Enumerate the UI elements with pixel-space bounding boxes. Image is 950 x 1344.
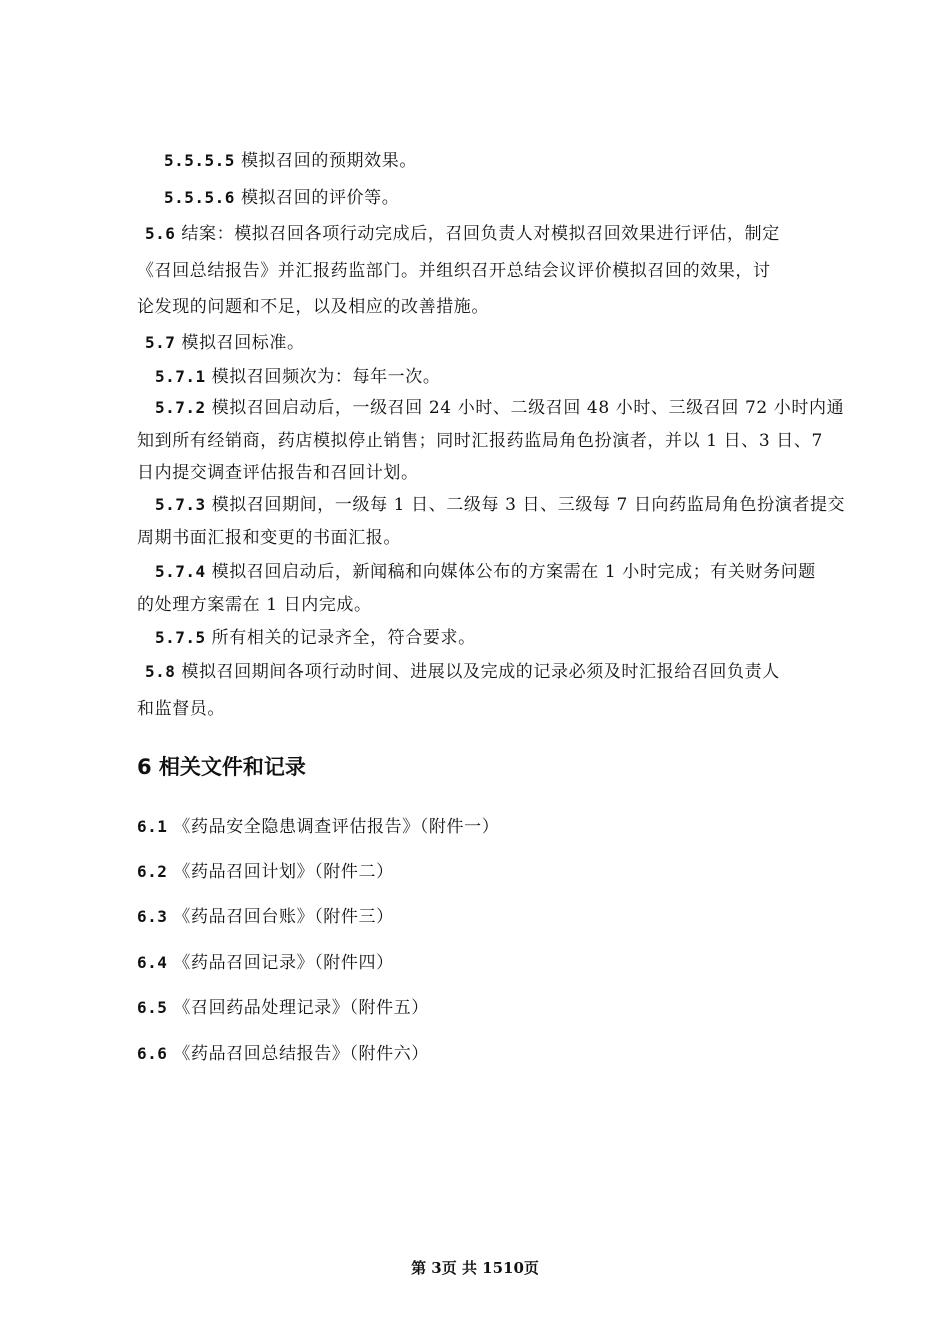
page-footer: 第 3页 共 1510页 <box>411 1259 539 1277</box>
item-5-7-5: 5.7.5 所有相关的记录齐全，符合要求。 <box>155 628 476 648</box>
item-5-7-4-line-1: 5.7.4 模拟召回启动后，新闻稿和向媒体公布的方案需在 1 小时完成；有关财务问题 <box>155 562 816 582</box>
item-5-7-2-line-2: 知到所有经销商，药店模拟停止销售；同时汇报药监局角色扮演者，并以 1 日、3 日、7 <box>137 431 823 451</box>
item-5-7-2-line-1: 5.7.2 模拟召回启动后，一级召回 24 小时、二级召回 48 小时、三级召回 72 小时内通 <box>155 398 845 418</box>
item-5-7-2-line-3: 日内提交调查评估报告和召回计划。 <box>137 463 419 483</box>
item-5-7-4-line-2: 的处理方案需在 1 日内完成。 <box>137 595 372 615</box>
item-5-6-line-2: 《召回总结报告》并汇报药监部门。并组织召开总结会议评价模拟召回的效果，讨 <box>137 261 771 281</box>
doc-6-5: 6.5 《召回药品处理记录》（附件五） <box>137 998 429 1018</box>
item-5-5-5-6: 5.5.5.6 模拟召回的评价等。 <box>164 188 400 208</box>
doc-6-6: 6.6 《药品召回总结报告》（附件六） <box>137 1044 429 1064</box>
section-6-heading: 6 相关文件和记录 <box>137 755 306 779</box>
item-5-7: 5.7 模拟召回标准。 <box>145 333 305 353</box>
item-5-7-1: 5.7.1 模拟召回频次为：每年一次。 <box>155 367 441 387</box>
doc-6-2: 6.2 《药品召回计划》（附件二） <box>137 862 394 882</box>
item-5-7-3-line-2: 周期书面汇报和变更的书面汇报。 <box>137 528 401 548</box>
doc-6-4: 6.4 《药品召回记录》（附件四） <box>137 953 394 973</box>
item-5-6-line-1: 5.6 结案：模拟召回各项行动完成后，召回负责人对模拟召回效果进行评估，制定 <box>145 224 780 244</box>
item-5-8-line-1: 5.8 模拟召回期间各项行动时间、进展以及完成的记录必须及时汇报给召回负责人 <box>145 662 780 682</box>
doc-6-1: 6.1 《药品安全隐患调查评估报告》（附件一） <box>137 817 500 837</box>
doc-6-3: 6.3 《药品召回台账》（附件三） <box>137 907 394 927</box>
item-5-5-5-5: 5.5.5.5 模拟召回的预期效果。 <box>164 151 417 171</box>
item-5-6-line-3: 论发现的问题和不足，以及相应的改善措施。 <box>137 297 489 317</box>
item-5-8-line-2: 和监督员。 <box>137 699 225 719</box>
item-5-7-3-line-1: 5.7.3 模拟召回期间，一级每 1 日、二级每 3 日、三级每 7 日向药监局角色扮演者提交 <box>155 495 846 515</box>
